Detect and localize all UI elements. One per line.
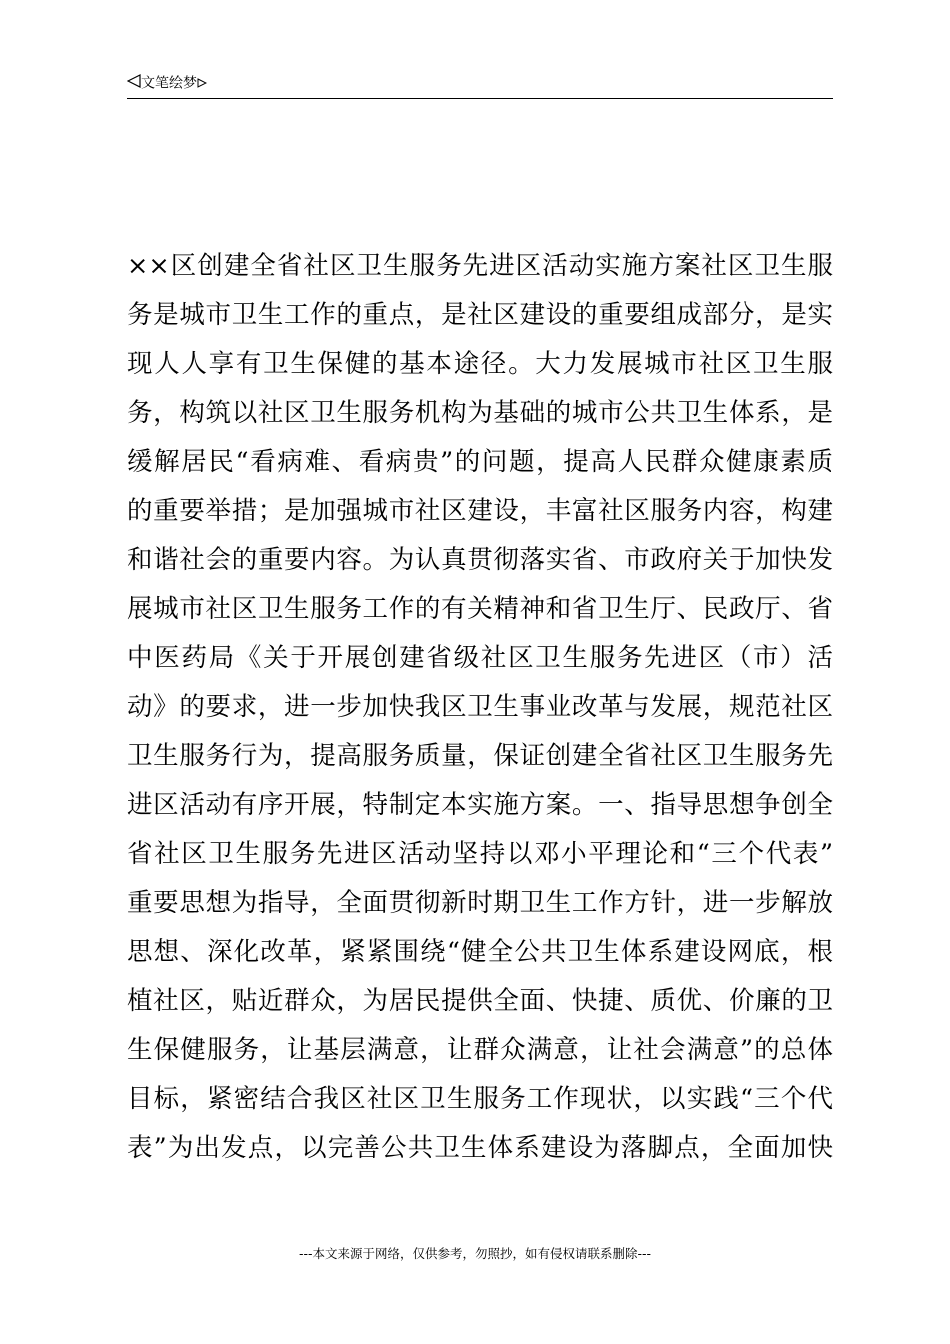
body-line: 重要思想为指导，全面贯彻新时期卫生工作方针，进一步解放 [127,888,833,918]
right-triangle-icon [197,75,207,93]
body-line: 进区活动有序开展，特制定本实施方案。一、指导思想争创全 [127,790,833,820]
body-line: ××区创建全省社区卫生服务先进区活动实施方案社区卫生服 [127,251,833,281]
body-line: 目标，紧密结合我区社区卫生服务工作现状，以实践“三个代 [127,1084,833,1114]
page-header [127,72,833,99]
body-line: 中医药局《关于开展创建省级社区卫生服务先进区（市）活 [127,643,833,673]
document-body [127,242,833,1173]
body-line: 务，构筑以社区卫生服务机构为基础的城市公共卫生体系，是 [127,398,833,428]
body-line: 表”为出发点，以完善公共卫生体系建设为落脚点，全面加快 [127,1133,833,1163]
body-line: 思想、深化改革，紧紧围绕“健全公共卫生体系建设网底，根 [127,937,833,967]
header-title-group [127,74,207,93]
body-line: 卫生服务行为，提高服务质量，保证创建全省社区卫生服务先 [127,741,833,771]
page-footer: ---本文来源于网络，仅供参考，勿照抄，如有侵权请联系删除--- [298,1246,652,1261]
header-title: 文笔绘梦 [141,75,197,92]
body-line: 务是城市卫生工作的重点，是社区建设的重要组成部分，是实 [127,300,833,330]
body-line: 和谐社会的重要内容。为认真贯彻落实省、市政府关于加快发 [127,545,833,575]
body-line: 的重要举措；是加强城市社区建设，丰富社区服务内容，构建 [127,496,833,526]
body-line: 缓解居民“看病难、看病贵”的问题，提高人民群众健康素质 [127,447,833,477]
body-line: 展城市社区卫生服务工作的有关精神和省卫生厅、民政厅、省 [127,594,833,624]
body-line: 动》的要求，进一步加快我区卫生事业改革与发展，规范社区 [127,692,833,722]
body-line: 现人人享有卫生保健的基本途径。大力发展城市社区卫生服 [127,349,833,379]
body-line: 省社区卫生服务先进区活动坚持以邓小平理论和“三个代表” [127,839,833,869]
body-line: 生保健服务，让基层满意，让群众满意，让社会满意”的总体 [127,1035,833,1065]
left-triangle-icon [127,74,141,93]
body-line: 植社区，贴近群众，为居民提供全面、快捷、质优、价廉的卫 [127,986,833,1016]
